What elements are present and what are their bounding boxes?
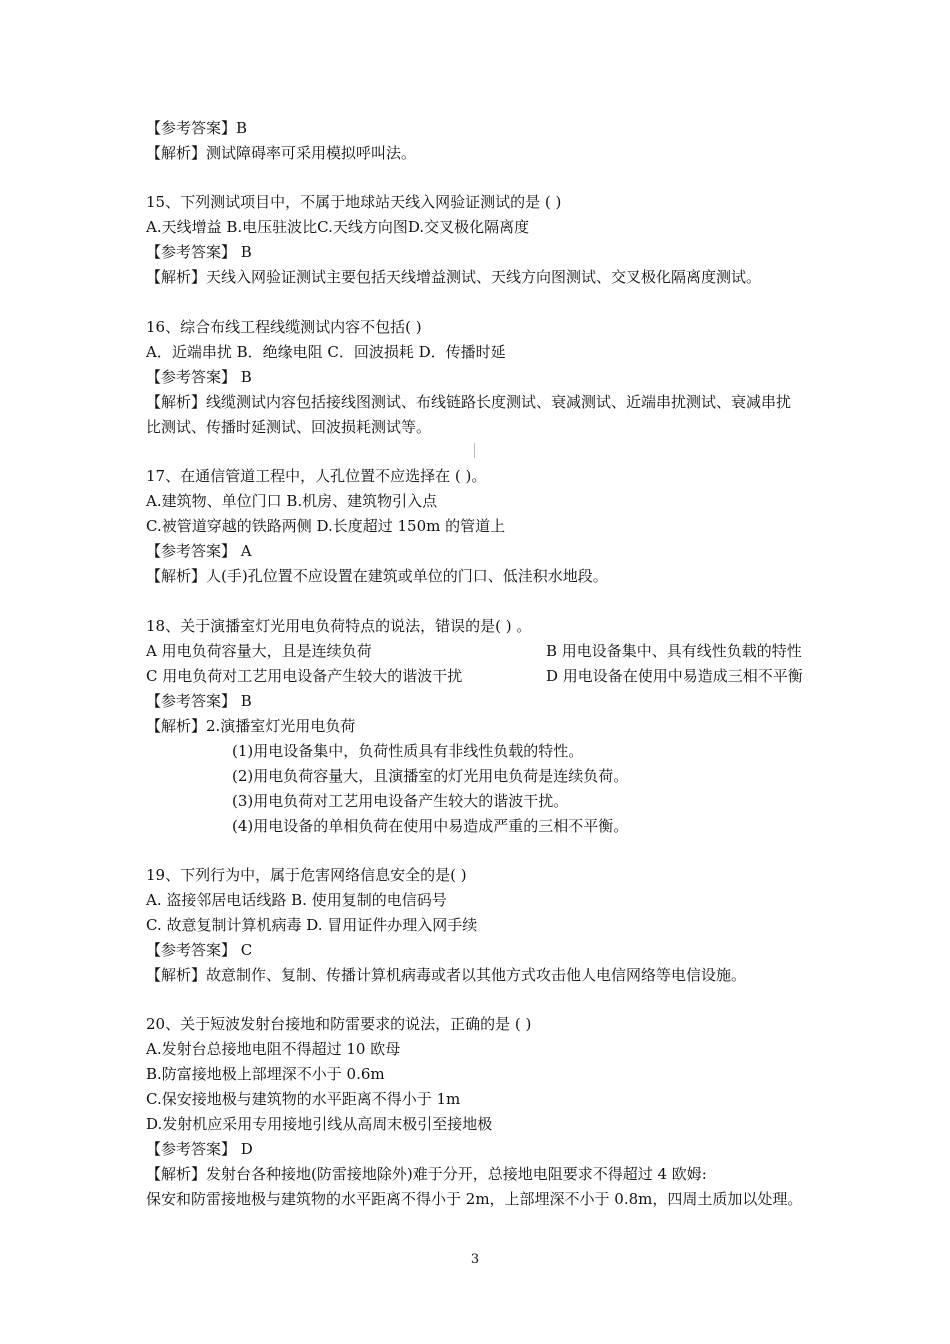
page-number: 3	[470, 1252, 480, 1267]
answer-line: 【参考答案】B	[146, 119, 248, 137]
q20-answer: 【参考答案】 D	[146, 1140, 253, 1158]
q20-option-c: C.保安接地极与建筑物的水平距离不得小于 1m	[146, 1090, 461, 1108]
q20-option-a: A.发射台总接地电阻不得超过 10 欧母	[146, 1040, 401, 1058]
q20-analysis-line-1: 【解析】发射台各种接地(防雷接地除外)难于分开，总接地电阻要求不得超过 4 欧姆:	[146, 1165, 707, 1183]
q18-option-d: D 用电设备在使用中易造成三相不平衡	[546, 667, 803, 685]
q15-answer: 【参考答案】 B	[146, 243, 252, 261]
q19-options-line-1: A. 盗接邻居电话线路 B. 使用复制的电信码号	[146, 891, 447, 909]
q15-options: A.天线增益 B.电压驻波比C.天线方向图D.交叉极化隔离度	[146, 218, 530, 236]
question-15: 15、下列测试项目中，不属于地球站天线入网验证测试的是 ( )	[146, 193, 562, 211]
q17-options-line-2: C.被管道穿越的铁路两侧 D.长度超过 150m 的管道上	[146, 517, 506, 535]
q18-option-c: C 用电负荷对工艺用电设备产生较大的谐波干扰	[146, 667, 463, 685]
q18-point-3: (3)用电负荷对工艺用电设备产生较大的谐波干扰。	[232, 792, 569, 810]
q20-option-d: D.发射机应采用专用接地引线从高周末极引至接地极	[146, 1115, 493, 1133]
q18-option-b: B 用电设备集中、具有线性负载的特性	[546, 642, 802, 660]
q16-analysis-line-1: 【解析】线缆测试内容包括接线图测试、布线链路长度测试、衰减测试、近端串扰测试、衰减串扰	[146, 393, 792, 411]
q17-answer: 【参考答案】 A	[146, 542, 252, 560]
q18-option-a: A 用电负荷容量大，且是连续负荷	[146, 642, 372, 660]
q16-analysis-line-2: 比测试、传播时延测试、回波损耗测试等。	[146, 418, 432, 436]
q19-answer: 【参考答案】 C	[146, 941, 253, 959]
text-cursor	[474, 443, 475, 458]
q16-answer: 【参考答案】 B	[146, 368, 252, 386]
q18-analysis: 【解析】2.演播室灯光用电负荷	[146, 717, 356, 735]
q19-options-line-2: C. 故意复制计算机病毒 D. 冒用证件办理入网手续	[146, 916, 478, 934]
q18-answer: 【参考答案】 B	[146, 692, 252, 710]
q18-point-1: (1)用电设备集中，负荷性质具有非线性负载的特性。	[232, 742, 584, 760]
q20-analysis-line-2: 保安和防雷接地极与建筑物的水平距离不得小于 2m，上部埋深不小于 0.8m，四周土质加以处理。	[146, 1190, 803, 1208]
q18-point-2: (2)用电负荷容量大，且演播室的灯光用电负荷是连续负荷。	[232, 767, 629, 785]
question-18: 18、关于演播室灯光用电负荷特点的说法，错误的是( ) 。	[146, 617, 532, 635]
question-17: 17、在通信管道工程中，人孔位置不应选择在 ( )。	[146, 467, 487, 485]
q15-analysis: 【解析】天线入网验证测试主要包括天线增益测试、天线方向图测试、交叉极化隔离度测试。	[146, 268, 762, 286]
q19-analysis: 【解析】故意制作、复制、传播计算机病毒或者以其他方式攻击他人电信网络等电信设施。	[146, 966, 747, 984]
analysis-line: 【解析】测试障碍率可采用模拟呼叫法。	[146, 144, 417, 162]
q20-option-b: B.防富接地极上部埋深不小于 0.6m	[146, 1065, 385, 1083]
q16-options: A．近端串扰 B．绝缘电阻 C．回波损耗 D．传播时延	[146, 343, 506, 361]
question-16: 16、综合布线工程线缆测试内容不包括( )	[146, 318, 422, 336]
question-20: 20、关于短波发射台接地和防雷要求的说法，正确的是 ( )	[146, 1015, 532, 1033]
question-19: 19、下列行为中，属于危害网络信息安全的是( )	[146, 866, 467, 884]
q17-options-line-1: A.建筑物、单位门口 B.机房、建筑物引入点	[146, 492, 438, 510]
q18-point-4: (4)用电设备的单相负荷在使用中易造成严重的三相不平衡。	[232, 817, 629, 835]
q17-analysis: 【解析】人(手)孔位置不应设置在建筑或单位的门口、低洼积水地段。	[146, 567, 608, 585]
